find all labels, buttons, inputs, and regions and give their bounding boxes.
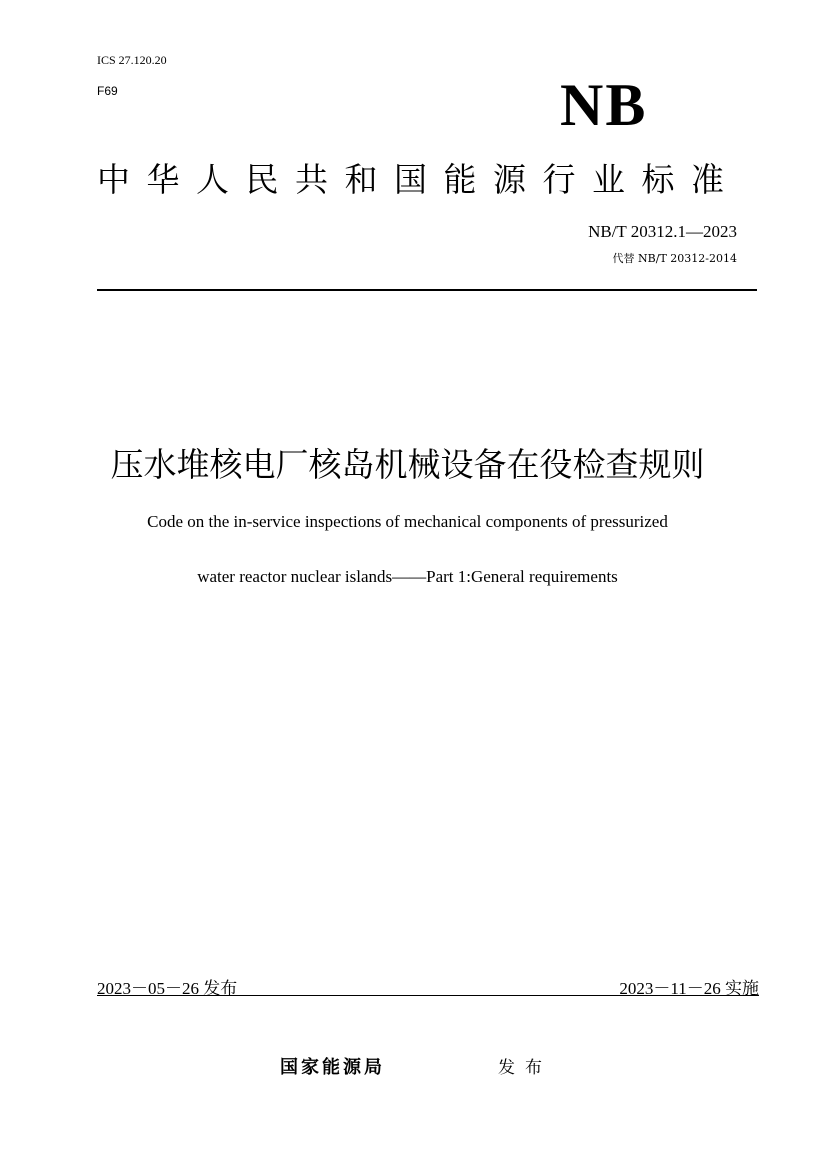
standard-number: NB/T 20312.1—2023 xyxy=(588,222,737,241)
issuing-authority: 国家能源局 xyxy=(280,1057,385,1078)
bottom-divider xyxy=(97,995,759,996)
issue-label: 发布 xyxy=(498,1058,552,1078)
document-title-en-line2: water reactor nuclear islands——Part 1:General requirements xyxy=(197,567,618,586)
document-title-cn: 压水堆核电厂核岛机械设备在役检查规则 xyxy=(110,445,705,484)
replaces-standard: 代替 NB/T 20312-2014 xyxy=(612,252,737,265)
classification-code: F69 xyxy=(97,84,118,98)
top-divider xyxy=(97,289,757,291)
implement-date: 2023－11－26 实施 xyxy=(619,979,759,998)
nb-logo: NB xyxy=(560,72,648,138)
ics-code: ICS 27.120.20 xyxy=(97,53,167,67)
publish-date: 2023－05－26 发布 xyxy=(97,979,238,998)
standard-title: 中华人民共和国能源行业标准 xyxy=(97,160,741,199)
document-title-en-line1: Code on the in-service inspections of mechanical components of pressurized xyxy=(147,512,668,531)
